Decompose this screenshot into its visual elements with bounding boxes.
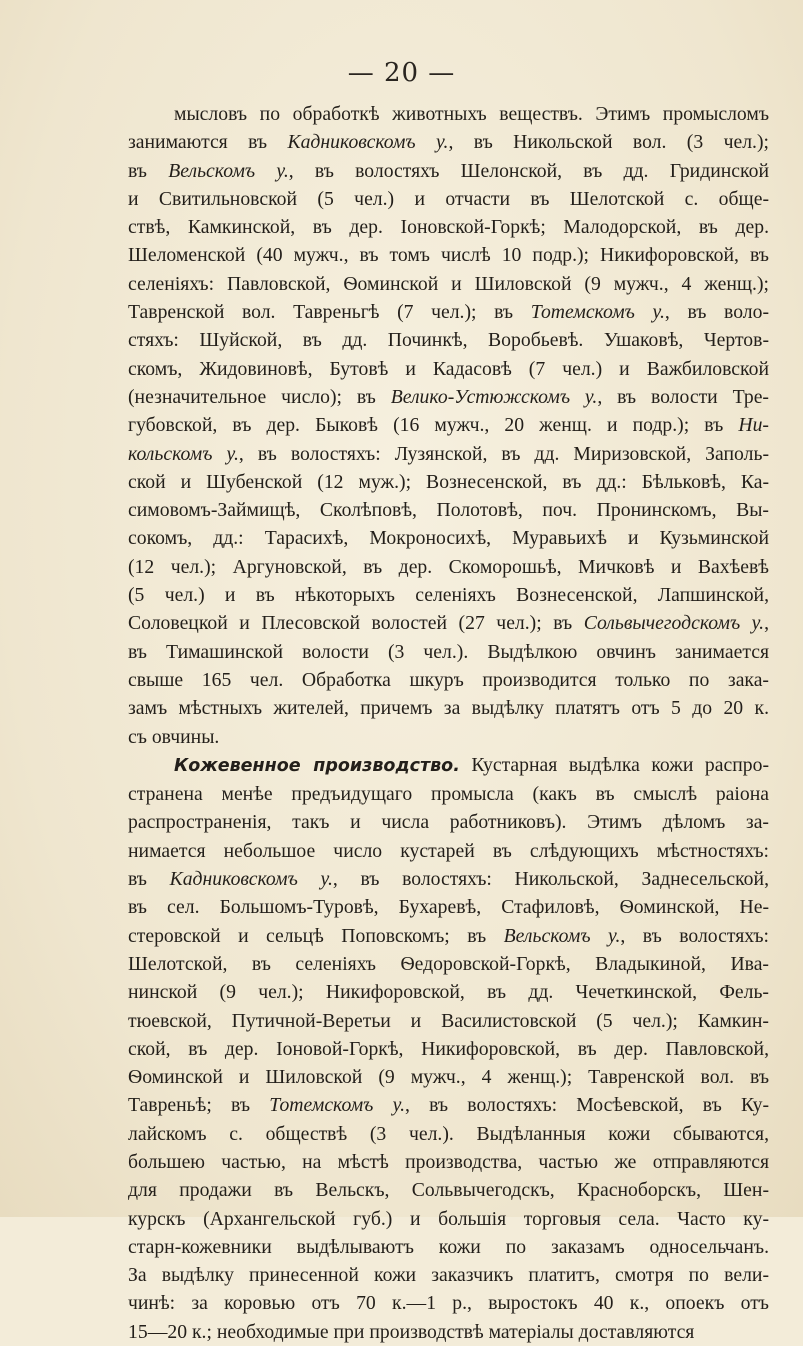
text-run: Соловецкой и Плесовской волостей (27 чел.); въ [128,612,584,635]
text-line [128,666,769,694]
text-line [128,1233,769,1261]
text-line [128,185,769,213]
text-line [128,524,769,552]
section-heading: Кожевенное производство. [174,755,460,776]
text-run: ской, въ дер. Іоновой-Горкѣ, Никифоровской, въ дер. Павловской, [128,1037,769,1060]
text-line [128,609,769,637]
text-run: въ сел. Большомъ-Туровѣ, Бухаревѣ, Стафиловѣ, Ѳоминской, Не- [128,896,769,919]
text-line [128,411,769,439]
text-run: старн-кожевники выдѣлываютъ кожи по заказамъ односельчанъ. [128,1235,769,1258]
text-run: (12 чел.); Аргуновской, въ дер. Скоморошьѣ, Мичковѣ и Вахѣевѣ [128,555,769,578]
text-line [128,1007,769,1035]
italic-place-name: Тотемскомъ у. [530,301,665,324]
text-run: большею частью, на мѣстѣ производства, частью же отправляются [128,1150,769,1173]
italic-place-name: кольскомъ у. [128,442,239,465]
text-run: Тавреньѣ; въ [128,1094,270,1117]
text-run: занимаются въ [128,131,288,154]
text-run: въ Тимашинской волости (3 чел.). Выдѣлкою овчинъ занимается [128,640,769,663]
text-run: Тавренской вол. Тавреньгѣ (7 чел.); въ [128,301,531,324]
text-run: , въ воло- [664,301,770,324]
text-line [128,468,769,496]
text-run: съ овчины. [128,725,220,748]
text-run: нинской (9 чел.); Никифоровской, въ дд. Чечеткинской, Фель- [128,981,769,1004]
italic-place-name: Велико-Устюжскомъ у. [390,385,598,408]
text-run: Шелотской, въ селеніяхъ Ѳедоровской-Горкѣ, Владыкиной, Ива- [128,952,769,975]
text-run: (5 чел.) и въ нѣкоторыхъ селеніяхъ Вознесенской, Лапшинской, [128,584,769,607]
text-run: тюевской, Путичной-Веретьи и Василистовской (5 чел.); Камкин- [128,1009,769,1032]
italic-place-name: Кадниковскомъ у. [287,131,449,154]
text-run: Шеломенской (40 мужч., въ томъ числѣ 10 подр.); Никифоровской, въ [128,244,769,267]
text-run: губовской, въ дер. Быковѣ (16 мужч., 20 женщ. и подр.); въ [128,414,739,437]
text-line [128,553,769,581]
text-run: стеровской и сельцѣ Поповскомъ; въ [128,924,504,947]
text-line [128,440,769,468]
text-run: , въ Никольской вол. (3 чел.); [448,131,769,154]
text-run: лайскомъ с. обществѣ (3 чел.). Выдѣланныя кожи сбываются, [128,1122,769,1145]
text-run: Ѳоминской и Шиловской (9 мужч., 4 женщ.); Тавренской вол. въ [128,1066,769,1089]
text-line [128,837,769,865]
text-run: , въ волостяхъ: Лузянской, въ дд. Миризовской, Заполь- [238,442,769,465]
text-run: чинѣ: за коровью отъ 70 к.—1 р., выростокъ 40 к., опоекъ отъ [128,1292,769,1315]
text-line [128,270,769,298]
text-run: мысловъ по обработкѣ животныхъ веществъ. Этимъ промысломъ [174,103,769,125]
text-run: сокомъ, дд.: Тарасихѣ, Мокроносихѣ, Муравьихѣ и Кузьминской [128,527,769,550]
text-run: (незначительное число); въ [128,385,391,408]
text-line [128,1289,769,1317]
text-run: симовомъ-Займищѣ, Сколѣповѣ, Полотовѣ, поч. Пронинскомъ, Вы- [128,499,769,522]
text-line [128,383,769,411]
text-line [128,780,769,808]
text-run: свыше 165 чел. Обработка шкуръ производится только по зака- [128,668,769,691]
text-line [128,694,769,722]
text-run: селеніяхъ: Павловской, Ѳоминской и Шиловской (9 мужч., 4 женщ.); [128,272,769,295]
text-line [128,1063,769,1091]
italic-place-name: Вельскомъ у. [168,159,289,182]
text-line [128,496,769,524]
text-run: распространенія, такъ и числа работниковъ). Этимъ дѣломъ за- [128,811,769,834]
page-number: — 20 — [347,58,456,88]
text-line [128,723,769,751]
text-run: , въ волостяхъ: Мосѣевской, въ Ку- [405,1094,770,1117]
text-line [128,1318,769,1346]
text-run: и Свитильновской (5 чел.) и отчасти въ Шелотской с. обще- [128,187,769,210]
text-line [128,1261,769,1289]
text-line [128,751,769,780]
text-run: въ [128,159,169,182]
text-run: для продажи въ Вельскъ, Сольвычегодскъ, Красноборскъ, Шен- [128,1179,769,1202]
text-line [128,1176,769,1204]
text-line [128,1148,769,1176]
text-line [128,922,769,950]
italic-place-name: Сольвычегодскомъ у. [583,612,765,635]
text-run: скомъ, Жидовиновѣ, Бутовѣ и Кадасовѣ (7 чел.) и Важбиловской [128,357,769,380]
paragraph [128,100,769,751]
paragraph [128,751,769,1346]
text-run: нимается небольшое число кустарей въ слѣдующихъ мѣстностяхъ: [128,839,769,862]
text-run: , въ волостяхъ Шелонской, въ дд. Гридинской [288,159,769,182]
text-line [128,100,769,128]
text-run: За выдѣлку принесенной кожи заказчикъ платитъ, смотря по вели- [128,1264,769,1287]
italic-place-name: Тотемскомъ у. [269,1094,406,1117]
text-line [128,978,769,1006]
italic-place-name: Вельскомъ у. [503,924,621,947]
text-run: , [764,612,769,635]
text-run: , въ волости Тре- [597,385,769,408]
text-line [128,157,769,185]
text-line [128,581,769,609]
text-line [128,638,769,666]
text-line [128,241,769,269]
text-line [128,1035,769,1063]
italic-place-name: Кадниковскомъ у. [169,868,333,891]
text-line [128,1091,769,1119]
body-text [128,100,769,1346]
text-run: странена менѣе предъидущаго промысла (какъ въ смыслѣ раіона [128,783,769,806]
text-line [128,326,769,354]
text-line [128,808,769,836]
italic-place-name: Ни- [738,414,769,437]
text-run: ской и Шубенской (12 муж.); Вознесенской, въ дд.: Бѣльковѣ, Ка- [128,470,769,493]
text-line [128,865,769,893]
text-line [128,893,769,921]
text-line [128,213,769,241]
text-run: стяхъ: Шуйской, въ дд. Починкѣ, Воробьевѣ. Ушаковѣ, Чертов- [128,329,769,352]
text-run: ствѣ, Камкинской, въ дер. Іоновской-Горкѣ; Малодорской, въ дер. [128,216,769,239]
text-line [128,950,769,978]
text-run: курскъ (Архангельской губ.) и большія торговыя села. Часто ку- [128,1207,769,1230]
text-run: въ [128,868,170,891]
text-line [128,128,769,156]
text-run: , въ волостяхъ: Никольской, Заднесельской, [332,868,769,891]
text-run: 15—20 к.; необходимые при производствѣ матеріалы доставляются [128,1320,695,1343]
text-line [128,355,769,383]
text-line [128,1120,769,1148]
text-run: Кустарная выдѣлка кожи распро- [459,753,769,776]
text-line [128,298,769,326]
text-run: , въ волостяхъ: [620,924,769,947]
text-line [128,1205,769,1233]
text-run: замъ мѣстныхъ жителей, причемъ за выдѣлку платятъ отъ 5 до 20 к. [128,697,769,720]
